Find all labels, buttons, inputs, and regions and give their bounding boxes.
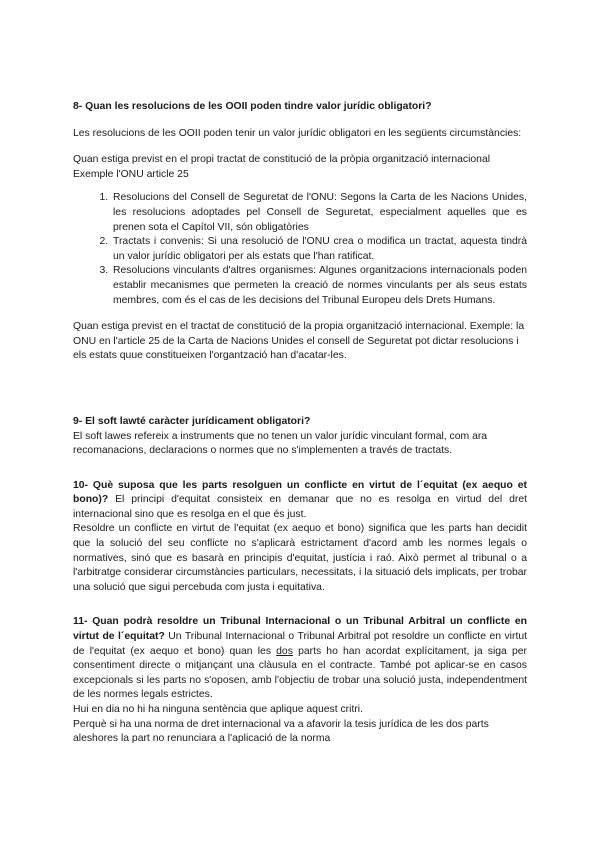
question-8-closing: Quan estiga previst en el tractat de constitució de la propia organització internacional. Exemple: la ONU en l'article 25 de la Carta de Nacions Unides el consell de Seguretat pot dictar resolucions i els estats quue constitueixen l'organtzació han d'acatar-les. <box>73 321 525 362</box>
question-11-paragraph <box>73 615 527 703</box>
question-11-line-3: Perquè si ha una norma de dret internacional va a afavorir la tesis jurídica de les dos parts aleshores la part no renunciara a l'aplicació de la norma <box>73 718 489 745</box>
document-page <box>73 100 527 747</box>
question-8-heading: 8- Quan les resolucions de les OOII poden tindre valor jurídic obligatori? <box>73 101 432 112</box>
list-item: 2. Tractats i convenis: Si una resolució de l'ONU crea o modifica un tractat, aquesta tindrà un valor jurídic obligatori per als estats que l'han ratificat. <box>111 235 527 264</box>
question-10-heading: 10- Què suposa que les parts resolguen un conflicte en virtut de l´equitat (ex aequo et bono)? <box>73 479 527 506</box>
question-9-body: El soft lawes refereix a instruments que no tenen un valor jurídic vinculant formal, com ara recomanacions, declaracions o normes que no s'implementen a través de tractats. <box>73 430 488 457</box>
list-item: 1. Resolucions del Consell de Seguretat de l'ONU: Segons la Carta de les Nacions Unides, les resolucions adoptades pel Consell de Seguretat, especialment aquelles que es prenen sota el Capítol VII, són obligatòries <box>111 191 527 235</box>
question-11-underlined: dos <box>276 645 293 657</box>
question-9-heading: 9- El soft lawté caràcter jurídicament obligatori? <box>73 415 311 427</box>
question-11-inline-b: parts ho han acordat explícitament, ja siga per consentiment directe o mitjançant una clàusula en el contracte. També pot aplicar-se en casos excepcionals si les parts no s'oposen, amb l'objectiu de trobar una solució justa, independentment de les normes legals estrictes. <box>73 645 527 701</box>
question-10-body: Resoldre un conflicte en virtut de l'equitat (ex aequo et bono) significa que les parts han decidit que la solució del seu conflicte no s'aplicarà estrictament d'acord amb les normes legals o normatives, sinó que es basarà en principis d'equitat, justícia i raó. Això permet al tribunal o a l'arbitratge considerar circumstàncies particulars, necessitats, i la situació dels implicats, per trobar una solució que sigui percebuda com justa i equitativa. <box>73 523 527 593</box>
question-10-paragraph <box>73 479 527 523</box>
question-8-case: Quan estiga previst en el propi tractat de constitució de la pròpia organització internacional Exemple l'ONU article 25 <box>73 154 491 180</box>
question-8-list <box>73 191 527 308</box>
question-8-intro: Les resolucions de les OOII poden tenir un valor jurídic obligatori en les següents circumstàncies: <box>73 127 522 139</box>
question-11-inline-a: Un Tribunal Internacional o Tribunal Arbitral pot resoldre un conflicte en virtut de l'equitat (ex aequo et bono) quan les <box>73 631 527 657</box>
question-10-inline: El principi d'equitat consisteix en demanar que no es resolga en virtud del dret internacional sino que es resolga en el que és just. <box>73 494 527 520</box>
question-11-line-2: Hui en dia no hi ha ninguna sentència que aplique aquest critri. <box>73 704 363 715</box>
list-item: 3. Resolucions vinculants d'altres organismes: Algunes organitzacions internacionals poden establir mecanismes que permeten la creació de normes vinculants per als seus estats membres, com és el cas de les decisions del Tribunal Europeu dels Drets Humans. <box>111 264 527 308</box>
question-11-heading: 11- Quan podrà resoldre un Tribunal Internacional o un Tribunal Arbitral un conflicte en virtut de l´equitat? <box>73 616 527 643</box>
